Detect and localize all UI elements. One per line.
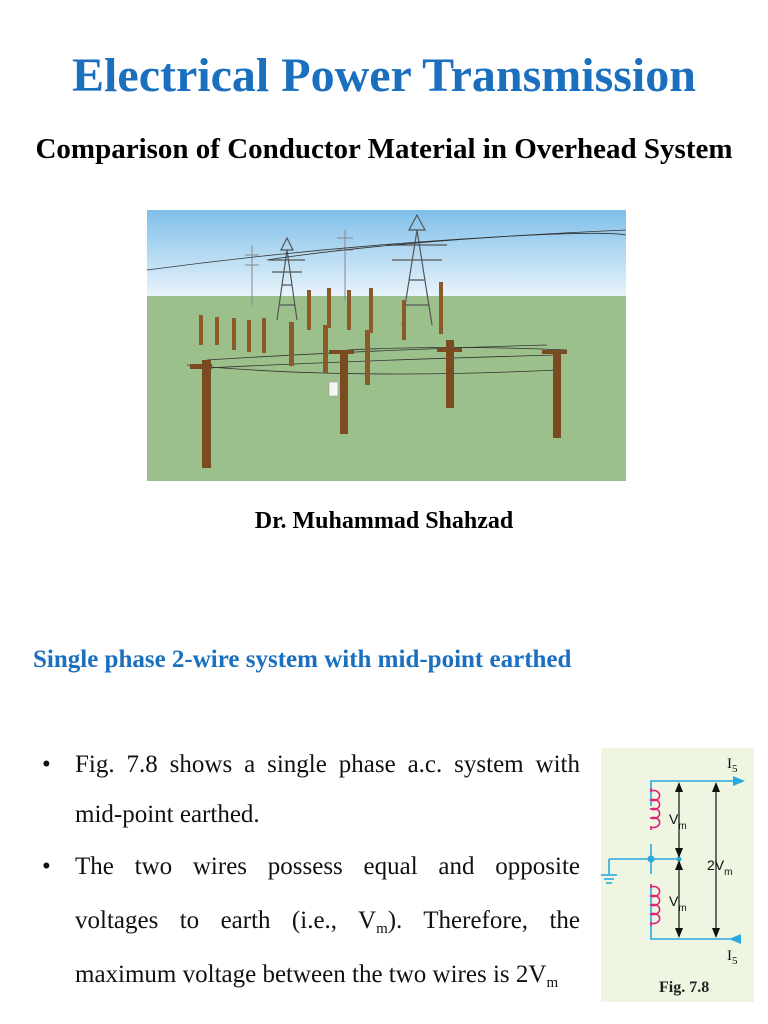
section-heading: Single phase 2-wire system with mid-point earthed — [33, 646, 572, 673]
bullet-list — [42, 740, 580, 1002]
label-current-top: $I_5$ — [727, 756, 738, 775]
circuit-figure — [601, 748, 754, 1002]
bullet-text: The two wires possess equal and opposite voltages to earth (i.e., $V_m$). Therefore, the maximum voltage between the two wires is $2V_m$ — [75, 853, 580, 991]
junction-dot — [648, 856, 655, 863]
label-current-bottom: $I_5$ — [727, 948, 738, 967]
bullet-item — [42, 740, 580, 840]
author-name: Dr. Muhammad Shahzad — [254, 508, 514, 534]
label-vm-top: $V_m$ — [669, 811, 687, 832]
bullet-item — [42, 840, 580, 1002]
slide-subtitle: Comparison of Conductor Material in Overhead System — [35, 133, 733, 165]
overhead-lines-illustration — [147, 210, 626, 481]
bullet-dot: • — [42, 751, 51, 778]
bullet-dot: • — [42, 853, 51, 880]
slide-title: Electrical Power Transmission — [72, 49, 696, 102]
label-2vm: $2V_m$ — [707, 857, 733, 878]
figure-caption: Fig. 7.8 — [659, 979, 710, 996]
bullet-text: Fig. 7.8 shows a single phase a.c. system with mid-point earthed. — [75, 751, 580, 828]
label-vm-bottom: $V_m$ — [669, 893, 687, 914]
